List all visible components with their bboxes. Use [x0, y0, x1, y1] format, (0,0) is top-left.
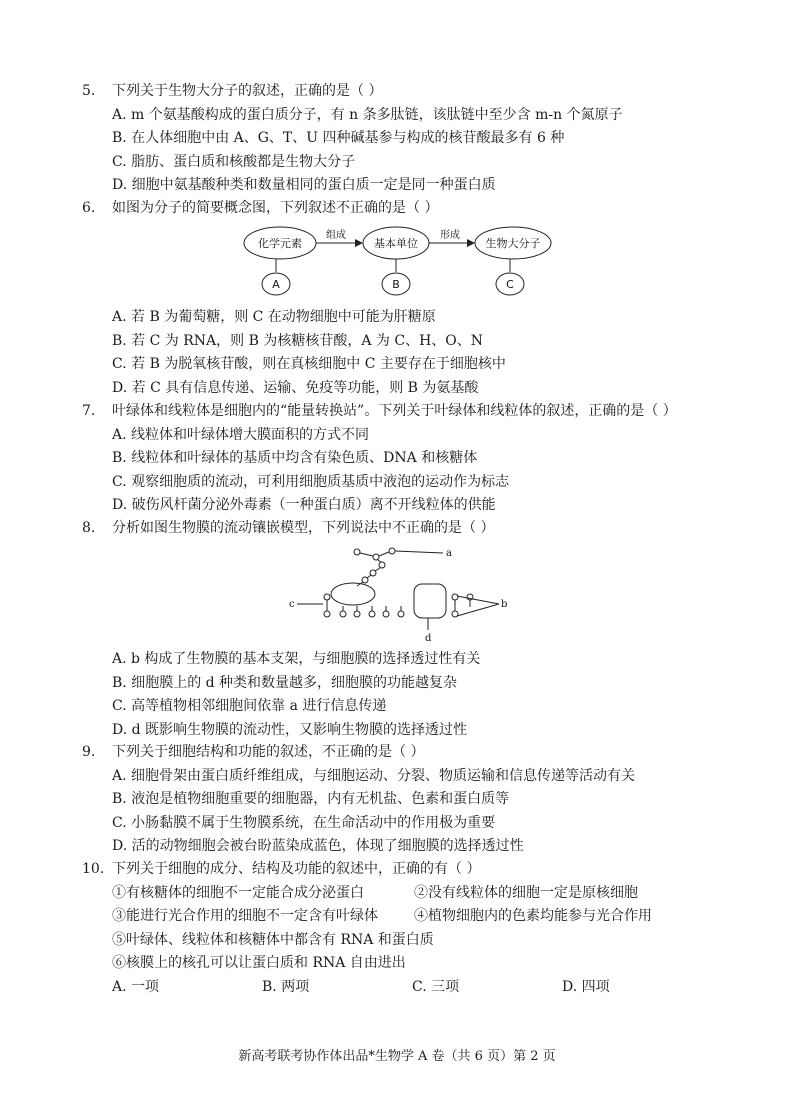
label-d: d [425, 633, 432, 644]
option-a: A. m 个氨基酸构成的蛋白质分子，有 n 条多肽链，该肽链中至少含 m-n 个氮原子 [112, 106, 623, 123]
statement-3: ③能进行光合作用的细胞不一定含有叶绿体 [112, 908, 378, 924]
question-9 [82, 741, 722, 859]
option-a: A. b 构成了生物膜的基本支架，与细胞膜的选择透过性有关 [112, 651, 481, 667]
statement-1: ①有核糖体的细胞不一定能合成分泌蛋白 [112, 884, 364, 901]
choice-b: B. 两项 [262, 978, 310, 995]
question-stem [82, 80, 722, 104]
statement-4: ④植物细胞内的色素均能参与光合作用 [414, 908, 652, 924]
label-b: b [501, 599, 508, 610]
arrow-compose-label: 组成 [326, 230, 346, 241]
question-number: 5. [82, 83, 96, 99]
bracket-b-bottom [457, 604, 499, 616]
phospholipid-row-bottom [324, 606, 458, 617]
option-c: C. 观察细胞质的流动，可利用细胞质基质中液泡的运动作为标志 [112, 473, 510, 490]
question-5 [82, 80, 722, 198]
chain-link [367, 575, 371, 578]
sugar-residue [389, 548, 395, 554]
option-a: A. 细胞骨架由蛋白质纤维组成，与细胞运动、分裂、物质运输和信息传递等活动有关 [112, 767, 636, 784]
chain-link [378, 560, 381, 562]
chain-link [375, 568, 380, 571]
node-elements-label: 化学元素 [258, 237, 302, 250]
transmembrane-protein [414, 584, 446, 618]
choice-d: D. 四项 [562, 978, 610, 995]
choice-a: A. 一项 [112, 978, 160, 995]
question-number: 7. [82, 403, 96, 419]
question-number: 9. [82, 744, 96, 760]
question-stem [82, 741, 722, 765]
option-a: A. 线粒体和叶绿体增大膜面积的方式不同 [112, 426, 370, 443]
sugar-residue [379, 562, 385, 568]
option-d: D. 细胞中氨基酸种类和数量相同的蛋白质一定是同一种蛋白质 [112, 177, 496, 193]
bracket-b-top [457, 596, 499, 604]
statement-row [82, 905, 722, 929]
option-b: B. 细胞膜上的 d 种类和数量越多，细胞膜的功能越复杂 [112, 674, 458, 691]
question-6-options [82, 306, 722, 400]
arrow-form-label: 形成 [440, 230, 460, 241]
statement-row [82, 929, 722, 953]
label-a: a [446, 548, 452, 559]
question-6 [82, 197, 722, 221]
option-c: C. 脂肪、蛋白质和核酸都是生物大分子 [112, 153, 356, 170]
option-c: C. 小肠黏膜不属于生物膜系统，在生命活动中的作用极为重要 [112, 814, 496, 831]
statement-row [82, 952, 722, 976]
arrowhead-compose [355, 239, 363, 247]
question-8-options [82, 648, 722, 742]
option-b: B. 若 C 为 RNA，则 B 为核糖核苷酸，A 为 C、H、O、N [112, 332, 483, 349]
question-number: 8. [82, 520, 96, 536]
option-b: B. 线粒体和叶绿体的基质中均含有染色质、DNA 和核糖体 [112, 450, 478, 466]
option-d: D. 若 C 具有信息传递、运输、免疫等功能，则 B 为氨基酸 [112, 379, 479, 396]
letter-b: B [392, 278, 400, 291]
phospholipid-row-top [324, 594, 473, 607]
statement-2: ②没有线粒体的细胞一定是原核细胞 [414, 884, 638, 901]
question-8 [82, 517, 722, 541]
statement-row [82, 882, 722, 906]
node-macromolecule-label: 生物大分子 [485, 237, 541, 250]
option-d: D. 破伤风杆菌分泌外毒素（一种蛋白质）离不开线粒体的供能 [112, 497, 496, 513]
concept-map-diagram [230, 222, 570, 302]
question-text: 下列关于生物大分子的叙述，正确的是（ ） [112, 83, 383, 99]
choice-c: C. 三项 [412, 978, 460, 995]
statement-5: ⑤叶绿体、线粒体和核糖体中都含有 RNA 和蛋白质 [112, 931, 434, 948]
question-7 [82, 400, 722, 518]
question-number: 6. [82, 200, 96, 216]
arrowhead-form [467, 239, 475, 247]
option-c: C. 高等植物相邻细胞间依靠 a 进行信息传递 [112, 698, 387, 714]
option-a: A. 若 B 为葡萄糖，则 C 在动物细胞中可能为肝糖原 [112, 309, 436, 325]
question-number: 10. [82, 861, 105, 877]
node-basic-unit-label: 基本单位 [374, 237, 418, 250]
question-stem [82, 400, 722, 424]
option-d: D. 活的动物细胞会被台盼蓝染成蓝色，体现了细胞膜的选择透过性 [112, 838, 524, 854]
question-text: 叶绿体和线粒体是细胞内的“能量转换站”。下列关于叶绿体和线粒体的叙述，正确的是（ ） [112, 403, 677, 419]
question-stem [82, 517, 722, 541]
question-text: 下列关于细胞的成分、结构及功能的叙述中，正确的有（ ） [112, 861, 481, 877]
chain-link [395, 551, 443, 553]
question-10 [82, 858, 722, 999]
letter-a: A [272, 278, 280, 291]
letter-c: C [506, 278, 514, 291]
statement-6: ⑥核膜上的核孔可以让蛋白质和 RNA 自由进出 [112, 955, 406, 971]
page-footer: 新高考联考协作体出品*生物学 A 卷（共 6 页）第 2 页 [238, 1049, 556, 1064]
option-c: C. 若 B 为脱氧核苷酸，则在真核细胞中 C 主要存在于细胞核中 [112, 356, 506, 372]
answer-choices [82, 976, 722, 1000]
question-text: 分析如图生物膜的流动镶嵌模型，下列说法中不正确的是（ ） [112, 520, 495, 536]
chain-link [360, 553, 373, 556]
option-b: B. 在人体细胞中由 A、G、T、U 四种碱基参与构成的核苷酸最多有 6 种 [112, 130, 565, 146]
option-b: B. 液泡是植物细胞重要的细胞器，内有无机盐、色素和蛋白质等 [112, 791, 510, 807]
label-c: c [289, 599, 295, 610]
sugar-residue [354, 549, 360, 555]
question-stem [82, 858, 722, 882]
option-d: D. d 既影响生物膜的流动性，又影响生物膜的选择透过性 [112, 721, 468, 738]
surface-protein [331, 583, 375, 605]
sugar-residue [373, 554, 379, 560]
question-text: 如图为分子的简要概念图，下列叙述不正确的是（ ） [112, 200, 439, 216]
fluid-mosaic-diagram [285, 544, 515, 644]
chain-link [379, 552, 389, 556]
question-text: 下列关于细胞结构和功能的叙述，不正确的是（ ） [112, 744, 425, 760]
question-stem [82, 197, 722, 221]
